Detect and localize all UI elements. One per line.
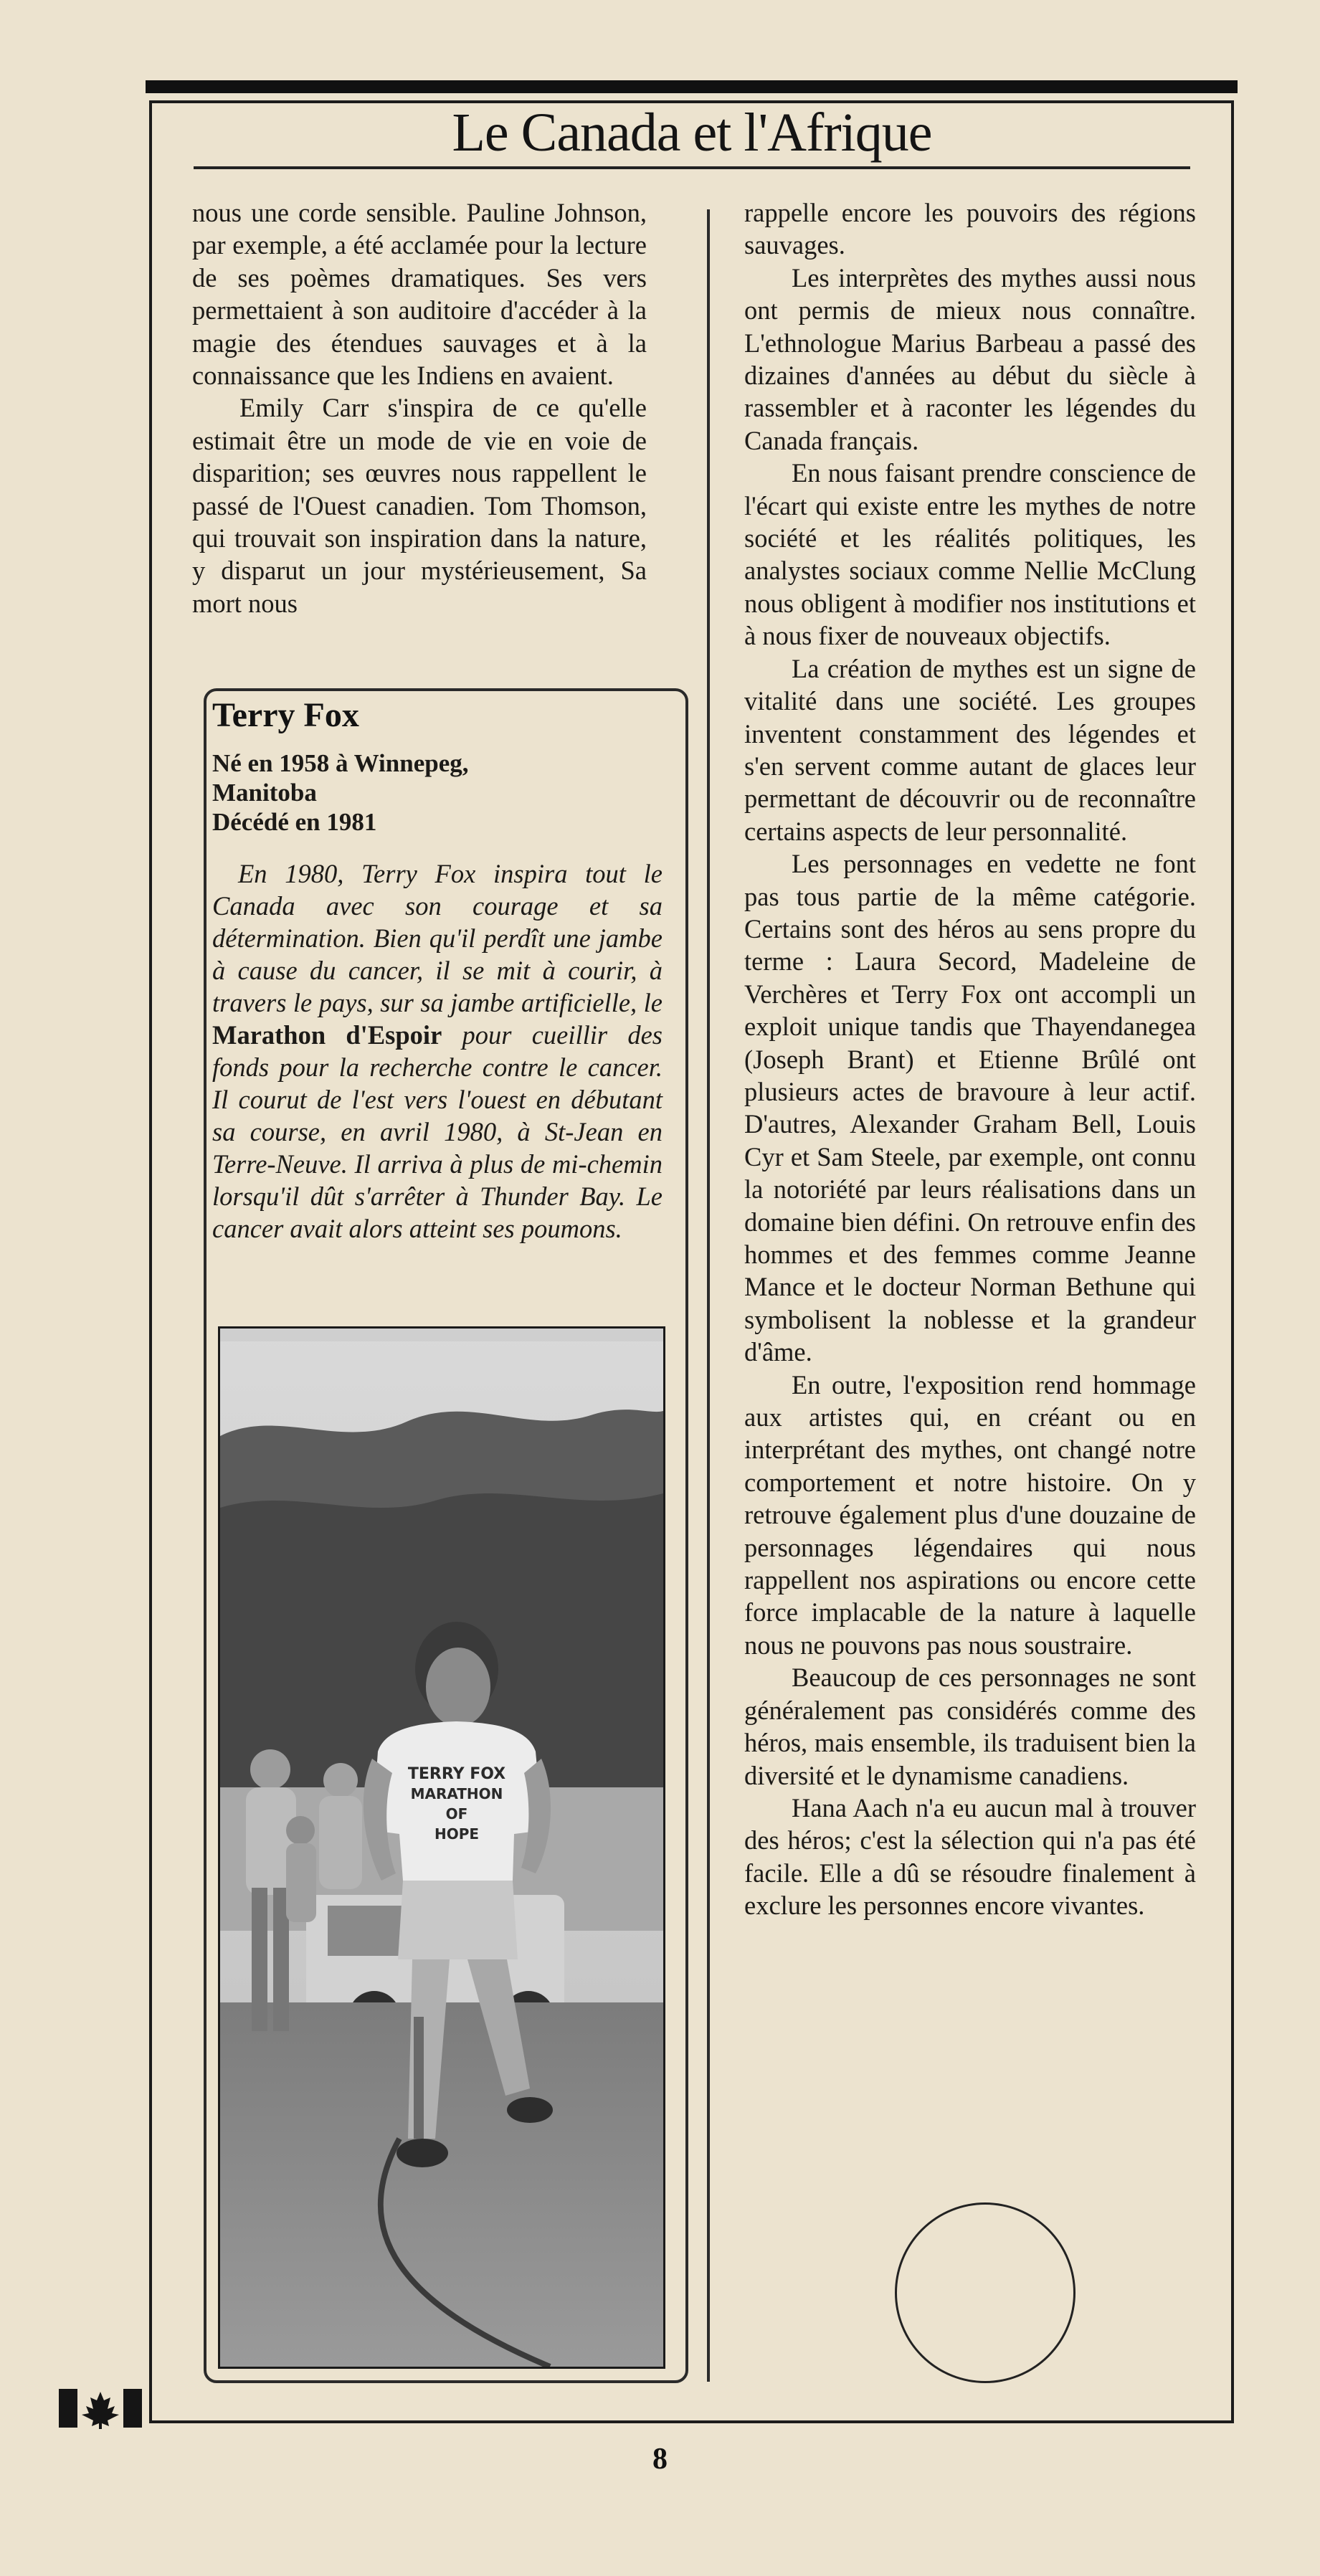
birth-line: Né en 1958 à Winnepeg,: [212, 749, 469, 777]
header-underline: [194, 166, 1190, 169]
circle-mark: [895, 2202, 1076, 2383]
bio-text: En 1980, Terry Fox inspira tout le Canada avec son courage et sa détermination. Bien qu'il perdît une jambe à cause du cancer, il se mit à courir, à travers le pays, sur sa jambe artificielle, le: [212, 859, 663, 1017]
left-column: [192, 196, 647, 619]
paragraph: nous une corde sensible. Pauline Johnson, par exemple, a été acclamée pour la lecture de ses poèmes dramatiques. Ses vers permettaient à son auditoire d'accéder à la magie des étendues sauvages et à la connaissance que les Indiens en avaient.: [192, 198, 647, 391]
column-divider: [707, 209, 710, 2382]
sidebar-facts: [212, 748, 642, 837]
canada-flag-logo-icon: [57, 2386, 143, 2430]
page-number: 8: [652, 2443, 668, 2476]
paragraph: Emily Carr s'inspira de ce qu'elle estimait être un mode de vie en voie de disparition; ses œuvres nous rappellent le passé de l'Ouest canadien. Tom Thomson, qui trouvait son inspiration dans la nature, y disparut un jour mystérieusement, Sa mort nous: [192, 393, 647, 618]
sidebar-biography: [212, 857, 663, 1245]
photo-illustration: [220, 1329, 663, 2367]
birth-place-line: Manitoba: [212, 779, 317, 807]
paragraph: Beaucoup de ces personnages ne sont généralement pas considérés comme des héros, mais ensemble, ils traduisent bien la diversité et le dynamisme canadiens.: [744, 1663, 1196, 1790]
right-column: [744, 196, 1196, 1922]
death-line: Décédé en 1981: [212, 808, 377, 836]
shirt-text: HOPE: [434, 1825, 480, 1843]
paragraph: En nous faisant prendre conscience de l'écart qui existe entre les mythes de notre société et les réalités politiques, les analystes sociaux comme Nellie McClung nous obligent à modifier nos institutions et à nous fixer de nouveaux objectifs.: [744, 458, 1196, 651]
terry-fox-photo: [218, 1326, 665, 2369]
shirt-text: OF: [445, 1805, 468, 1822]
sidebar-title: Terry Fox: [212, 696, 359, 734]
paragraph: rappelle encore les pouvoirs des régions sauvages.: [744, 198, 1196, 260]
paragraph: Les personnages en vedette ne font pas tous partie de la même catégorie. Certains sont des héros au sens propre du terme : Laura Secord, Madeleine de Verchères et Terry Fox ont accompli un exploit unique tandis que Thayendanegea (Joseph Brant) et Etienne Brûlé ont plusieurs actes de bravoure à leur actif. D'autres, Alexander Graham Bell, Louis Cyr et Sam Steele, par exemple, ont connu la notoriété par leurs réalisations dans un domaine bien défini. On retrouve enfin des hommes et des femmes comme Jeanne Mance et le docteur Norman Bethune qui symbolisent la noblesse et la grandeur d'âme.: [744, 849, 1196, 1367]
paragraph: Les interprètes des mythes aussi nous ont permis de mieux nous connaître. L'ethnologue Marius Barbeau a passé des dizaines d'années au début du siècle à rassembler et à raconter les légendes du Canada français.: [744, 262, 1196, 455]
paragraph: Hana Aach n'a eu aucun mal à trouver des héros; c'est la sélection qui n'a pas été facile. Elle a dû se résoudre finalement à exclure les personnes encore vivantes.: [744, 1792, 1196, 1921]
paragraph: En outre, l'exposition rend hommage aux artistes qui, en créant ou en interprétant des mythes, ont changé notre comportement et notre histoire. On y retrouve également plus d'une douzaine de personnages légendaires qui nous rappellent nos aspirations ou encore cette force implacable de la nature à laquelle nous ne pouvons pas nous soustraire.: [744, 1369, 1196, 1660]
bio-text: pour cueillir des fonds pour la recherche contre le cancer. Il courut de l'est vers l'ouest en débutant sa course, en avril 1980, à St-Jean en Terre-Neuve. Il arriva à plus de mi-chemin lorsqu'il dût s'arrêter à Thunder Bay. Le cancer avait alors atteint ses poumons.: [212, 1020, 663, 1243]
page-title: Le Canada et l'Afrique: [452, 103, 932, 163]
shirt-text: TERRY FOX: [407, 1765, 506, 1783]
shirt-text: MARATHON: [410, 1785, 503, 1802]
paragraph: La création de mythes est un signe de vitalité dans une société. Les groupes inventent constamment des légendes et s'en servent comme autant de glaces leur permettant de découvrir ou de reconnaître certains aspects de leur personnalité.: [744, 653, 1196, 846]
marathon-name: Marathon d'Espoir: [212, 1020, 442, 1050]
top-rule-bar: [146, 80, 1238, 93]
